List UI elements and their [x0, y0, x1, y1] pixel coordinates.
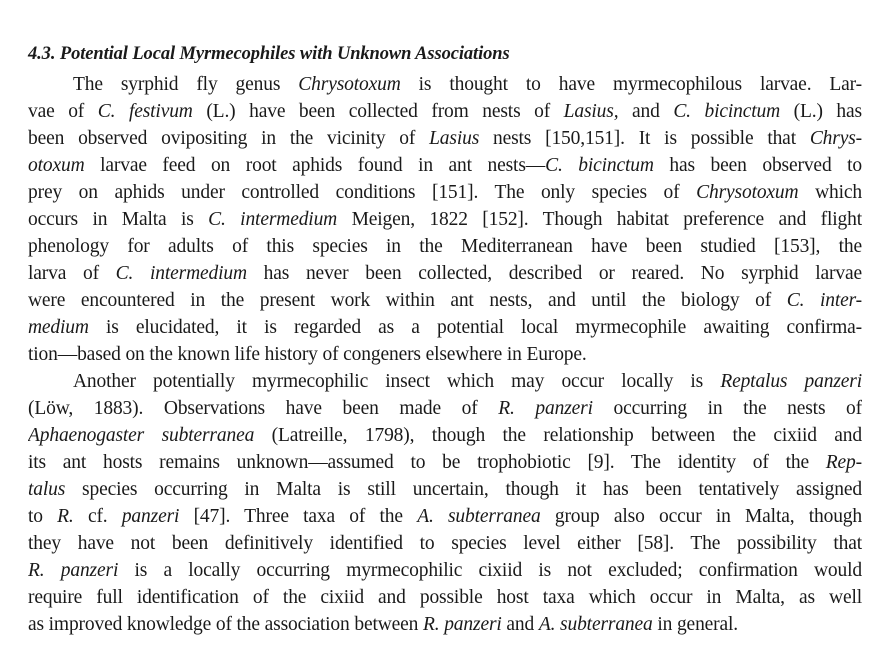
text-segment: phenology for adults of this species in the Mediterranean have been studied [153], the — [28, 236, 862, 257]
text-line — [28, 530, 862, 557]
text-segment: tion—based on the known life history of congeners elsewhere in Europe. — [28, 344, 587, 365]
italic-term: Chrysotoxum — [298, 74, 401, 95]
italic-term: Reptalus panzeri — [720, 371, 862, 392]
italic-term: C. festivum — [97, 101, 193, 122]
section-body — [28, 71, 862, 638]
document-page — [28, 40, 862, 638]
italic-term: Lasius — [429, 128, 480, 149]
text-segment: in general. — [652, 614, 739, 635]
italic-term: A. subterranea — [417, 506, 541, 527]
italic-term: Aphaenogaster subterranea — [28, 425, 255, 446]
text-segment: group also occur in Malta, though — [540, 506, 862, 527]
text-segment: vae of — [28, 101, 98, 122]
text-segment: and — [501, 614, 539, 635]
text-segment: Meigen, 1822 [152]. Though habitat preference and flight — [337, 209, 862, 230]
italic-term: C. bicinctum — [545, 155, 654, 176]
italic-term: A. subterranea — [538, 614, 653, 635]
text-segment: they have not been definitively identified to species level either [58]. The possibility that — [28, 533, 862, 554]
italic-term: C. intermedium — [208, 209, 338, 230]
italic-term: R. panzeri — [28, 560, 119, 581]
text-line — [28, 71, 862, 98]
text-line — [28, 476, 862, 503]
italic-term: Chrysotoxum — [696, 182, 799, 203]
text-segment: (L.) have been collected from nests of — [192, 101, 564, 122]
text-line — [28, 152, 862, 179]
text-segment: which — [798, 182, 862, 203]
text-segment: as improved knowledge of the association between — [28, 614, 423, 635]
text-line — [28, 449, 862, 476]
text-segment: were encountered in the present work within ant nests, and until the biology of — [28, 290, 787, 311]
text-segment: is a locally occurring myrmecophilic cixiid is not excluded; confirmation would — [118, 560, 862, 581]
section-heading: 4.3. Potential Local Myrmecophiles with Unknown Associations — [28, 44, 510, 64]
text-line — [28, 503, 862, 530]
italic-term: panzeri — [121, 506, 180, 527]
text-line — [28, 341, 862, 368]
text-line — [28, 557, 862, 584]
text-segment: has never been collected, described or reared. No syrphid larvae — [246, 263, 862, 284]
italic-term: C. inter- — [786, 290, 862, 311]
text-line — [28, 611, 862, 638]
text-segment: require full identification of the cixiid and possible host taxa which occur in Malta, as well — [28, 587, 862, 608]
text-line — [28, 179, 862, 206]
italic-term: R. — [57, 506, 74, 527]
text-line — [28, 395, 862, 422]
text-line — [28, 422, 862, 449]
text-segment: species occurring in Malta is still uncertain, though it has been tentatively assigned — [65, 479, 862, 500]
text-line — [28, 314, 862, 341]
text-segment: is thought to have myrmecophilous larvae. Lar- — [400, 74, 862, 95]
text-segment: larva of — [28, 263, 116, 284]
text-segment: occurs in Malta is — [28, 209, 209, 230]
text-line — [28, 233, 862, 260]
italic-term: R. panzeri — [423, 614, 502, 635]
text-line — [28, 287, 862, 314]
text-segment: cf. — [73, 506, 122, 527]
text-segment: to — [28, 506, 58, 527]
text-segment: The syrphid fly genus — [73, 74, 299, 95]
text-line — [28, 206, 862, 233]
text-line — [28, 98, 862, 125]
italic-term: Rep- — [825, 452, 862, 473]
paragraph — [28, 71, 862, 368]
italic-term: talus — [28, 479, 66, 500]
text-line — [28, 260, 862, 287]
italic-term: C. intermedium — [115, 263, 247, 284]
italic-term: Chrys- — [809, 128, 862, 149]
text-segment: Another potentially myrmecophilic insect which may occur locally is — [73, 371, 721, 392]
text-segment: been observed ovipositing in the vicinity of — [28, 128, 430, 149]
text-segment: its ant hosts remains unknown—assumed to be trophobiotic [9]. The identity of the — [28, 452, 826, 473]
text-line — [28, 125, 862, 152]
text-segment: nests [150,151]. It is possible that — [479, 128, 810, 149]
text-segment: prey on aphids under controlled conditions [151]. The only species of — [28, 182, 697, 203]
italic-term: medium — [28, 317, 89, 338]
text-line — [28, 368, 862, 395]
text-segment: (Löw, 1883). Observations have been made of — [28, 398, 499, 419]
text-segment: is elucidated, it is regarded as a potential local myrmecophile awaiting confirma- — [88, 317, 862, 338]
text-segment: [47]. Three taxa of the — [179, 506, 418, 527]
text-segment: (L.) has — [780, 101, 862, 122]
italic-term: C. bicinctum — [673, 101, 781, 122]
text-segment: and — [618, 101, 674, 122]
text-segment: has been observed to — [653, 155, 862, 176]
text-segment: larvae feed on root aphids found in ant nests— — [84, 155, 546, 176]
paragraph — [28, 368, 862, 638]
text-line — [28, 584, 862, 611]
italic-term: Lasius, — [563, 101, 619, 122]
text-segment: (Latreille, 1798), though the relationship between the cixiid and — [254, 425, 862, 446]
italic-term: R. panzeri — [498, 398, 593, 419]
italic-term: otoxum — [28, 155, 85, 176]
text-segment: occurring in the nests of — [592, 398, 862, 419]
